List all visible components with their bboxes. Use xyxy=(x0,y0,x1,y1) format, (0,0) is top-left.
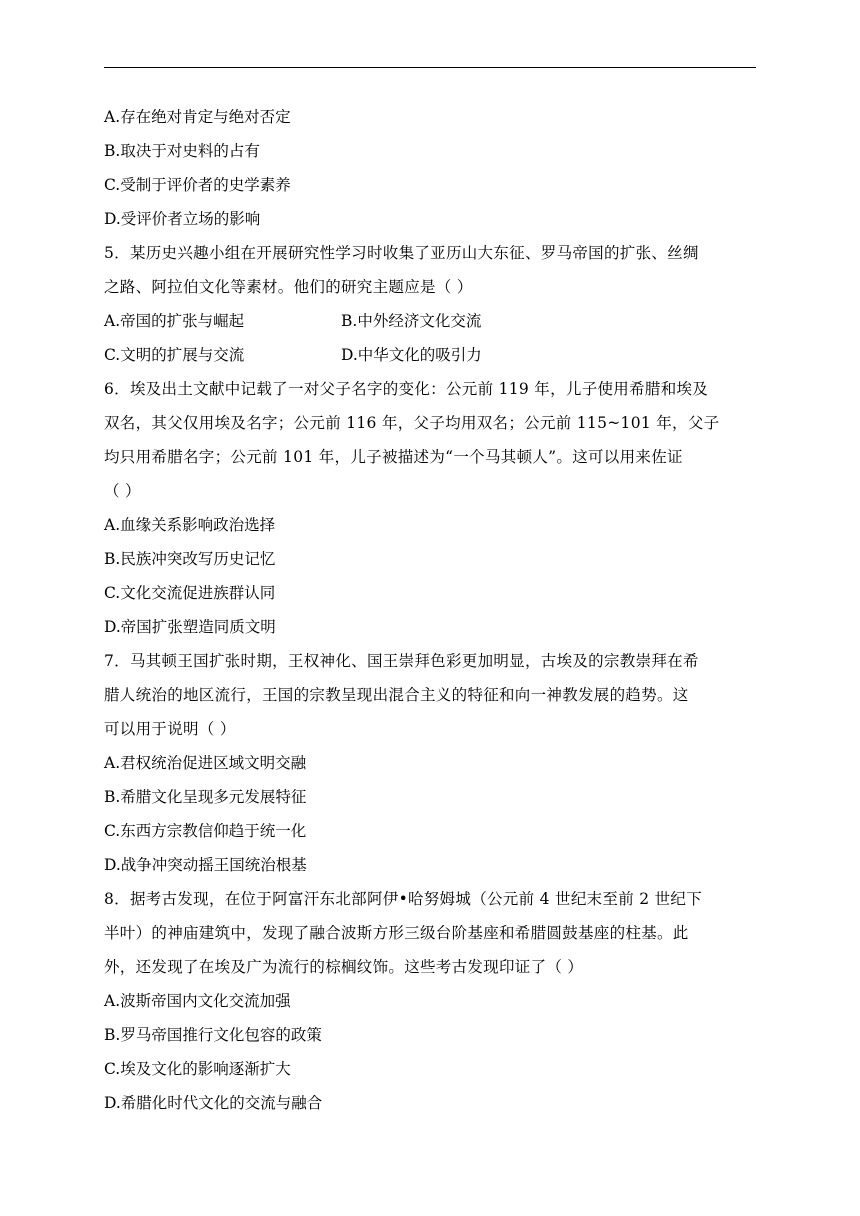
q7-option-a: A.君权统治促进区域文明交融 xyxy=(104,754,307,772)
q6-option-a: A.血缘关系影响政治选择 xyxy=(104,516,276,534)
q8-stem xyxy=(104,882,756,984)
q6-option-d: D.帝国扩张塑造同质文明 xyxy=(104,618,276,636)
q6-stem-line: 双名，其父仅用埃及名字；公元前 116 年，父子均用双名；公元前 115~101 年，父子 xyxy=(104,414,720,432)
q5-stem xyxy=(104,236,756,304)
q5-option-a: A.帝国的扩张与崛起 xyxy=(104,312,245,330)
q8-option-b: B.罗马帝国推行文化包容的政策 xyxy=(104,1026,322,1044)
q7-option-c: C.东西方宗教信仰趋于统一化 xyxy=(104,822,307,840)
q6-stem-line: 均只用希腊名字；公元前 101 年，儿子被描述为“一个马其顿人”。这可以用来佐证 xyxy=(104,448,683,466)
q8-option-d: D.希腊化时代文化的交流与融合 xyxy=(104,1094,323,1112)
header-rule xyxy=(104,67,756,68)
q8-option-a: A.波斯帝国内文化交流加强 xyxy=(104,992,291,1010)
q6-option-b: B.民族冲突改写历史记忆 xyxy=(104,550,276,568)
q8-option-c: C.埃及文化的影响逐渐扩大 xyxy=(104,1060,291,1078)
q5-stem-line: 之路、阿拉伯文化等素材。他们的研究主题应是（ ） xyxy=(104,278,473,296)
q4-option-b: B.取决于对史料的占有 xyxy=(104,142,260,160)
q7-stem-line: 可以用于说明（ ） xyxy=(104,720,236,738)
q8-stem-line: 半叶）的神庙建筑中，发现了融合波斯方形三级台阶基座和希腊圆鼓基座的柱基。此 xyxy=(104,924,689,942)
q4-option-c: C.受制于评价者的史学素养 xyxy=(104,176,291,194)
q5-option-c: C.文明的扩展与交流 xyxy=(104,346,245,364)
q6-stem xyxy=(104,372,756,508)
q7-option-d: D.战争冲突动摇王国统治根基 xyxy=(104,856,307,874)
q4-option-d: D.受评价者立场的影响 xyxy=(104,210,261,228)
q5-stem-line: 5．某历史兴趣小组在开展研究性学习时收集了亚历山大东征、罗马帝国的扩张、丝绸 xyxy=(104,244,699,262)
question-content xyxy=(104,100,756,1120)
q5-options-row-2 xyxy=(104,338,756,372)
q7-option-b: B.希腊文化呈现多元发展特征 xyxy=(104,788,307,806)
q5-options-row-1 xyxy=(104,304,756,338)
q5-option-b: B.中外经济文化交流 xyxy=(341,312,482,330)
q6-stem-line: 6．埃及出土文献中记载了一对父子名字的变化：公元前 119 年，儿子使用希腊和埃及 xyxy=(104,380,709,398)
q8-stem-line: 8．据考古发现，在位于阿富汗东北部阿伊•哈努姆城（公元前 4 世纪末至前 2 世纪下 xyxy=(104,890,703,908)
q7-stem-line: 腊人统治的地区流行，王国的宗教呈现出混合主义的特征和向一神教发展的趋势。这 xyxy=(104,686,689,704)
q7-stem-line: 7．马其顿王国扩张时期，王权神化、国王崇拜色彩更加明显，古埃及的宗教崇拜在希 xyxy=(104,652,699,670)
q6-option-c: C.文化交流促进族群认同 xyxy=(104,584,276,602)
q6-stem-line: （ ） xyxy=(104,482,141,500)
q7-stem xyxy=(104,644,756,746)
q5-option-d: D.中华文化的吸引力 xyxy=(341,346,482,364)
q8-stem-line: 外，还发现了在埃及广为流行的棕榈纹饰。这些考古发现印证了（ ） xyxy=(104,958,584,976)
q4-option-a: A.存在绝对肯定与绝对否定 xyxy=(104,108,291,126)
